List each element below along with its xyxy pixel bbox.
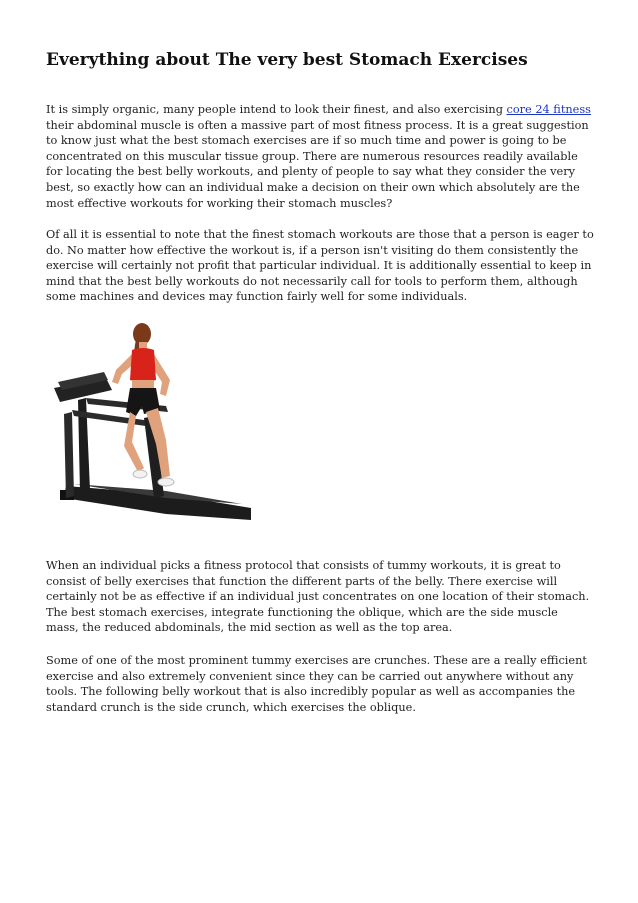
paragraph-4: Some of one of the most prominent tummy exercises are crunches. These are a really efficient exercise and also extremely convenient since they can be carried out anywhere without any tools. The following belly workout that is also incredibly popular as well as accompanies the standard crunch is the side crunch, which exercises the oblique. (46, 654, 587, 714)
paragraph-3: When an individual picks a fitness protocol that consists of tummy workouts, it is great to consist of belly exercises that function the different parts of the belly. There exercise will certainly not be as effective if an individual just concentrates on one location of their stomach. The best stomach exercises, integrate functioning the oblique, which are the side muscle mass, the reduced abdominals, the mid section as well as the top area. (46, 559, 590, 635)
page-title: Everything about The very best Stomach Exercises (46, 50, 528, 70)
treadmill-runner-photo (46, 318, 256, 544)
paragraph-1 (46, 102, 594, 211)
core-24-fitness-link[interactable]: core 24 fitness (506, 103, 591, 116)
paragraph-1-text-after: their abdominal muscle is often a massive part of most fitness process. It is a great suggestion to know just what the best stomach exercises are if so much time and power is going to be concentrated on this muscular tissue group. There are numerous resources readily available for locating the best belly workouts, and plenty of people to say what they consider the very best, so exactly how can an individual make a decision on their own which absolutely are the most effective workouts for working their stomach muscles? (46, 118, 589, 210)
paragraph-1-text-before: It is simply organic, many people intend to look their finest, and also exercising (46, 103, 507, 116)
paragraph-2: Of all it is essential to note that the finest stomach workouts are those that a person is eager to do. No matter how effective the workout is, if a person isn't visiting do them consistently the exercise will certainly not profit that particular individual. It is additionally essential to keep in mind that the best belly workouts do not necessarily call for tools to perform them, although some machines and devices may function fairly well for some individuals. (46, 228, 594, 304)
